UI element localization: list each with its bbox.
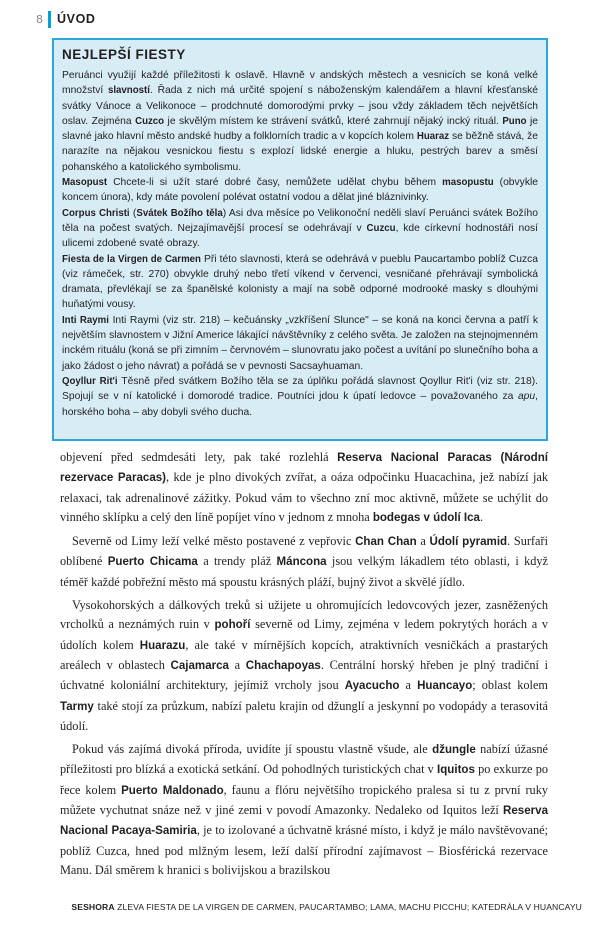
main-text (60, 448, 548, 884)
fiesta-qoyllur-riti: Qoyllur Rit'i Těsně před svátkem Božího těla se za úplňku pořádá slavnost Qoyllur Rit'i (viz str. 218). Spojují se v ní katolické i domorodé tradice. Poutníci jdou k úpatí ledovce – považovaného za apu, horského boha – aby dobyli svého ducha. (62, 375, 538, 418)
fiesta-heading: Inti Raymi (62, 314, 109, 326)
header-accent-bar (48, 11, 51, 28)
fiesta-masopust: Masopust Chcete-li si užít staré dobré časy, nemůžete udělat chybu během masopustu (obvykle koncem února), kdy máte povolení polévat ostatní vodou a dělat jiné bláznivinky. (62, 177, 538, 204)
running-header (36, 8, 96, 30)
fiesta-heading: Masopust (62, 177, 108, 189)
photo-caption (71, 902, 582, 912)
fiesta-heading: Fiesta de la Virgen de Carmen (62, 253, 201, 265)
fiesta-heading: Qoyllur Rit'i (62, 375, 118, 387)
caption-lead: SESHORA (71, 902, 115, 912)
best-fiestas-box (52, 38, 548, 441)
caption-text: ZLEVA FIESTA DE LA VIRGEN DE CARMEN, PAUCARTAMBO; LAMA, MACHU PICCHU; KATEDRÁLA V HUANCAYU (114, 902, 582, 912)
fiesta-inti-raymi: Inti Raymi Inti Raymi (viz str. 218) – kečuánsky „vzkříšení Slunce" – se koná na konci června a patří k největším slavnostem v Jižní Americe lákající návštěvníky z celého světa. Je založen na stejnojmenném inckém rituálu (koná se při zimním – červnovém – slunovratu jako počest a uvítání po slunečního boha a jako žádost o jeho návrat) a pořádá se v pevnosti Sacsayhuaman. (62, 314, 538, 372)
paragraph-north-coast: Severně od Limy leží velké město postavené z vepřovic Chan Chan a Údolí pyramid. Surfaři oblíbené Puerto Chicama a trendy pláž Máncona jsou velkým lákadlem této oblasti, i když téměř každé pobřežní město má spoustu krásných pláží, bujný život a skvělé jídlo. (60, 534, 548, 589)
paragraph-jungle: Pokud vás zajímá divoká příroda, uvidíte jí spoustu vlastně všude, ale džungle nabízí úžasné příležitosti pro blízká a exotická setkání. Od pohodlných turistických chat v Iquitos po exkurze po řece kolem Puerto Maldonado, faunu a flóru největšího tropického pralesa si tu z první ruky můžete vychutnat snáze než v jiné zemi v povodí Amazonky. Nedaleko od Iquitos leží Reserva Nacional Pacaya-Samiria, je to izolované a úchvatně krásné místo, i když je málo navštěvované; poblíž Cuzca, hned pod mlžným lesem, leží další přírodní zajímavost – Biosférická rezervace Manu. Dál směrem k hranici s bolivijskou a brazilskou (60, 742, 549, 877)
box-intro: Peruánci využijí každé příležitosti k oslavě. Hlavně v andských městech a vesnicích se koná velké množství slavností. Řada z nich má určité spojení s náboženským kalendářem a hlavní křesťanské svátky Vánoce a Velikonoce – prodchnuté domorodými prvky – jsou vždy základem těch největších oslav. Zejména Cuzco je skvělým místem ke strávení svátků, které zahrnují nějaký incký rituál. Puno je slavné jako hlavní město andské hudby a folklorních tradic a v kopcích kolem Huaraz se běžně stává, že narazíte na nějakou vesnickou fiestu s explozí lidské energie a hluku, pestrých barev a směsí pohanského a katolického symbolismu. (62, 70, 538, 173)
fiesta-virgen-de-carmen: Fiesta de la Virgen de Carmen Při této slavnosti, která se odehrává v pueblu Paucartambo poblíž Cuzca (viz rámeček, str. 270) obvykle druhý nebo třetí víkend v červenci, vesničané přehrávají symbolická dramata, převlékají se za španělské kolonisty a mají na sobě odporné modrooké masky s dlouhými huňatými vousy. (62, 253, 538, 311)
page-number: 8 (36, 12, 43, 26)
fiesta-heading: Corpus Christi (62, 207, 130, 219)
section-title: ÚVOD (57, 12, 96, 26)
box-title: NEJLEPŠÍ FIESTY (62, 47, 186, 62)
paragraph-mountains: Vysokohorských a dálkových treků si užijete u ohromujících ledovcových jezer, zasněžených vrcholků a neznámých ruin v pohoří severně od Limy, zejména v ledem pokrytých horách a v údolích kolem Huarazu, ale také v mírnějších kopcích, atraktivních vesničkách a prastarých areálech v oblastech Cajamarca a Chachapoyas. Centrální horský hřeben je plný tradiční i úchvatné koloniální architektury, jejímiž vrcholy jsou Ayacucho a Huancayo; oblast kolem Tarmy také stojí za průzkum, nabízí paletu krajin od džunglí a jeskynní po vodopády a terasovitá údolí. (60, 598, 548, 733)
paragraph-paracas: objevení před sedmdesáti lety, pak také rozlehlá Reserva Nacional Paracas (Národní rezervace Paracas), kde je plno divokých zvířat, a oáza odpočinku Huacachina, jež nabízí jak relaxaci, tak adrenalinové zážitky. Pokud vám to všechno zní moc aktivně, můžete se uchýlit do vinného sklípku a celý den líně popíjet víno v jednom z mnoha bodegas v údolí Ica. (60, 450, 548, 524)
fiesta-corpus-christi: Corpus Christi (Svátek Božího těla) Asi dva měsíce po Velikonoční neděli slaví Peruánci svátek Božího těla na počest svatých. Nejzajímavější procesí se odehrávají v Cuzcu, kde církevní hodnostáři nosí ulicemi zdobené svaté obrazy. (62, 207, 539, 250)
